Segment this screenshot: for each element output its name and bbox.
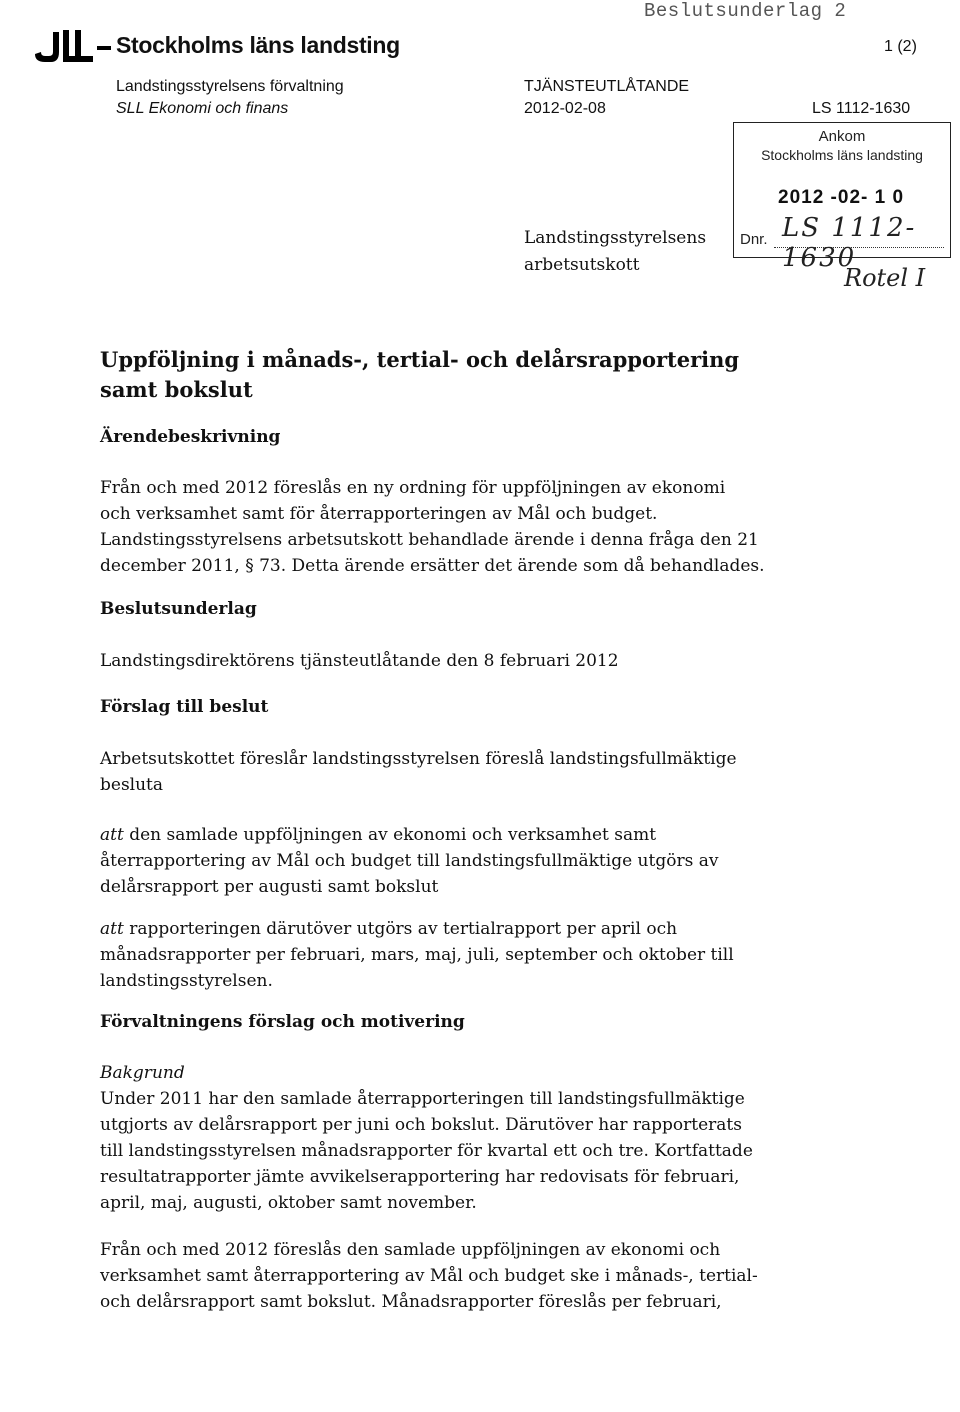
document-title-line-1: Uppföljning i månads-, tertial- och delårsrapportering	[100, 347, 740, 372]
document-watermark: Beslutsunderlag 2	[644, 0, 847, 22]
stamp-dnr-label: Dnr.	[740, 231, 768, 248]
sender-unit: SLL Ekonomi och finans	[116, 100, 289, 117]
arende-line: och verksamhet samt för återrapporteringen av Mål och budget.	[100, 504, 658, 524]
document-type: TJÄNSTEUTLÅTANDE	[524, 78, 690, 95]
document-title	[100, 345, 739, 405]
att-keyword: att	[100, 825, 124, 845]
sll-logo-icon	[33, 24, 113, 64]
document-title-line-2: samt bokslut	[100, 377, 253, 402]
att-clause-2	[100, 916, 734, 994]
att-clause-line: återrapportering av Mål och budget till landstingsfullmäktige utgörs av	[100, 851, 719, 871]
bakgrund-line: till landstingsstyrelsen månadsrapporter för kvartal ett och tre. Kortfattade	[100, 1141, 753, 1161]
stamp-dnr-handwritten: LS 1112-1630	[782, 213, 917, 273]
stamp-date: 2012 -02- 1 0	[778, 187, 905, 208]
att-clause-line: den samlade uppföljningen av ekonomi och verksamhet samt	[123, 825, 657, 845]
handwritten-rotel-note: Rotel I	[844, 264, 926, 292]
recipient-line-2: arbetsutskott	[524, 255, 640, 275]
final-line: verksamhet samt återrapportering av Mål och budget ske i månads-, tertial-	[100, 1266, 758, 1286]
beslutsunderlag-text: Landstingsdirektörens tjänsteutlåtande den 8 februari 2012	[100, 651, 619, 671]
final-line: Från och med 2012 föreslås den samlade uppföljningen av ekonomi och	[100, 1240, 721, 1260]
arende-line: Landstingsstyrelsens arbetsutskott behandlade ärende i denna fråga den 21	[100, 530, 759, 550]
arende-paragraph	[100, 475, 765, 579]
att-keyword: att	[100, 919, 124, 939]
forslag-line: besluta	[100, 775, 164, 795]
bakgrund-line: resultatrapporter jämte avvikelserapportering har redovisats för februari,	[100, 1167, 740, 1187]
received-stamp	[733, 122, 951, 273]
att-clause-line: delårsrapport per augusti samt bokslut	[100, 877, 439, 897]
section-heading-forslag-till-beslut: Förslag till beslut	[100, 697, 269, 717]
diarie-number: LS 1112-1630	[812, 100, 911, 117]
subheading-bakgrund: Bakgrund	[100, 1063, 185, 1083]
page-number: 1 (2)	[884, 38, 917, 55]
bakgrund-line: april, maj, augusti, oktober samt november.	[100, 1193, 477, 1213]
arende-line: Från och med 2012 föreslås en ny ordning för uppföljningen av ekonomi	[100, 478, 726, 498]
bakgrund-line: Under 2011 har den samlade återrapporteringen till landstingsfullmäktige	[100, 1089, 745, 1109]
bakgrund-line: utgjorts av delårsrapport per juni och bokslut. Därutöver har rapporterats	[100, 1115, 742, 1135]
forslag-line: Arbetsutskottet föreslår landstingsstyrelsen föreslå landstingsfullmäktige	[100, 749, 737, 769]
stamp-label: Ankom	[818, 128, 866, 145]
section-heading-beslutsunderlag: Beslutsunderlag	[100, 599, 257, 619]
sll-logo	[33, 24, 113, 64]
document-date: 2012-02-08	[524, 100, 606, 117]
stamp-organization: Stockholms läns landsting	[761, 147, 923, 163]
bakgrund-paragraph	[100, 1060, 753, 1216]
att-clause-line: landstingsstyrelsen.	[100, 971, 273, 991]
sender-department: Landstingsstyrelsens förvaltning	[116, 78, 344, 95]
final-line: och delårsrapport samt bokslut. Månadsrapporter föreslås per februari,	[100, 1292, 722, 1312]
section-heading-arendebeskrivning: Ärendebeskrivning	[100, 427, 281, 447]
forslag-paragraph	[100, 746, 737, 798]
att-clause-line: rapporteringen därutöver utgörs av tertialrapport per april och	[123, 919, 678, 939]
arende-line: december 2011, § 73. Detta ärende ersätter det ärende som då behandlades.	[100, 556, 765, 576]
att-clause-1	[100, 822, 718, 900]
recipient-line-1: Landstingsstyrelsens	[524, 228, 707, 248]
organization-name: Stockholms läns landsting	[116, 32, 400, 58]
att-clause-line: månadsrapporter per februari, mars, maj, juli, september och oktober till	[100, 945, 734, 965]
section-heading-motivering: Förvaltningens förslag och motivering	[100, 1012, 465, 1032]
final-paragraph	[100, 1237, 758, 1315]
